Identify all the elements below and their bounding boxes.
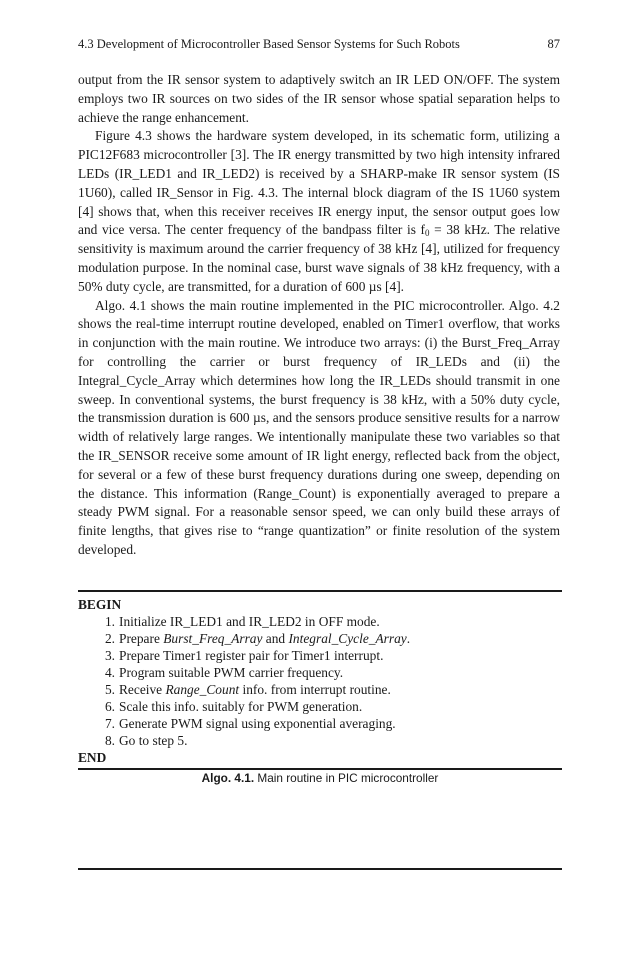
algo-step [78, 630, 562, 647]
step-text: Prepare Timer1 register pair for Timer1 interrupt. [119, 648, 384, 663]
step-text [119, 681, 391, 698]
step-number: 7. [104, 716, 115, 731]
caption-text: Main routine in PIC microcontroller [254, 771, 439, 785]
page-number: 87 [547, 37, 560, 51]
p3-burst-array: Burst_Freq_Array [461, 335, 560, 351]
algorithm-caption [78, 771, 562, 785]
p2-text-a: Figure 4.3 shows the hardware system developed, in its schematic form, utilizing a PIC12F683 microcontroller [3]. The IR energy transmitted by two high intensity infrared LEDs (IR_LED1 and IR_LED2) is received by a SHARP-make IR sensor system (IS 1U60), called IR_Sensor in Fig. 4.3. The internal block diagram of the IS 1U60 system [4] shows that, when this receiver receives IR energy input, the sensor output goes low and vice versa. The center frequency of the bandpass filter is [78, 128, 560, 238]
step-text: Program suitable PWM carrier frequency. [119, 665, 344, 680]
step-integral-array: Integral_Cycle_Array [288, 631, 407, 646]
algo-step [78, 698, 562, 715]
step-text-post: info. from interrupt routine. [239, 682, 391, 697]
algo-end: END [78, 750, 107, 765]
p3-text-b: ) the [432, 335, 462, 351]
p3-text-d: ) the [525, 353, 560, 369]
step-number: 1. [104, 614, 115, 629]
step-number: 6. [104, 699, 115, 714]
paragraph-2 [78, 127, 560, 296]
step-number: 4. [104, 665, 115, 680]
p2-subscript: 0 [425, 228, 430, 239]
algorithm-box [78, 590, 562, 770]
algo-step [78, 664, 562, 681]
p2-text-b: = 38 kHz. The relative sensitivity is maximum around the carrier frequency of 38 kHz [4], utilized for frequency modulation purpose. In the nominal case, burst wave signals of 38 kHz frequency, with a 50% duty cycle, are transmitted, for a duration of 600 µs [4]. [78, 222, 560, 294]
step-text-pre: Prepare [119, 631, 164, 646]
p3-text-e: which determines how long the IR_LEDs should transmit in one sweep. In conventional systems, the burst frequency is 38 kHz, with a 50% duty cycle, the transmission duration is 600 µs, and the sensors produce sensitive results for a narrow width of relatively large ranges. We intentionally manipulate these two variables so that the IR_SENSOR receive some amount of IR light energy, reflected back from the object, for several or a few of these burst frequency durations during one sweep, depending on the distance. This information ( [78, 372, 560, 501]
p3-text-c: for controlling the carrier or burst frequency of IR_LEDs and ( [78, 353, 519, 369]
paragraph-3 [78, 297, 560, 560]
paragraph-1: output from the IR sensor system to adaptively switch an IR LED ON/OFF. The system employs two IR sources on two sides of the IR sensor whose spatial separation helps to achieve the range enhancement. [78, 72, 560, 125]
caption-label: Algo. 4.1. [201, 771, 255, 785]
p3-text-f: ) is exponentially averaged to prepare a steady PWM signal. For a reasonable sensor speed, we can only build these arrays of finite lengths, that gives rise to “range quantization” or finite resolution of the system developed. [78, 485, 560, 557]
step-number: 8. [104, 733, 115, 748]
step-text: Initialize IR_LED1 and IR_LED2 in OFF mode. [119, 614, 380, 629]
step-burst-array: Burst_Freq_Array [163, 631, 263, 646]
step-text: Generate PWM signal using exponential averaging. [119, 716, 396, 731]
algo-step [78, 715, 562, 732]
p3-roman-ii: ii [518, 353, 526, 369]
step-text: Go to step 5. [119, 733, 188, 748]
algo-step [78, 647, 562, 664]
algo-step [78, 613, 562, 630]
step-number: 3. [104, 648, 115, 663]
step-text-post: . [406, 631, 411, 646]
running-head [78, 37, 560, 52]
step-text [119, 630, 410, 647]
running-head-title: 4.3 Development of Microcontroller Based Sensor Systems for Such Robots [78, 37, 460, 51]
algo-step [78, 732, 562, 749]
algo-step [78, 681, 562, 698]
step-text-pre: Receive [119, 682, 166, 697]
p3-integral-array: Integral_Cycle_Array [78, 372, 196, 388]
step-text: Scale this info. suitably for PWM generation. [119, 699, 363, 714]
step-number: 2. [104, 631, 115, 646]
step-range-count: Range_Count [165, 682, 240, 697]
p3-roman-i: i [429, 335, 433, 351]
algo-steps [78, 613, 562, 749]
step-text-mid: and [262, 631, 289, 646]
step-number: 5. [104, 682, 115, 697]
body-text [78, 71, 560, 560]
p2-symbol-f: f [420, 222, 426, 238]
bottom-rule [78, 868, 562, 870]
algo-begin: BEGIN [78, 597, 122, 612]
p3-range-count: Range_Count [257, 485, 332, 501]
p3-text-a: Algo. 4.1 shows the main routine implemented in the PIC microcontroller. Algo. 4.2 shows the real-time interrupt routine developed, enabled on Timer1 overflow, that works in conjunction with the main routine. We introduce two arrays: ( [78, 297, 560, 351]
